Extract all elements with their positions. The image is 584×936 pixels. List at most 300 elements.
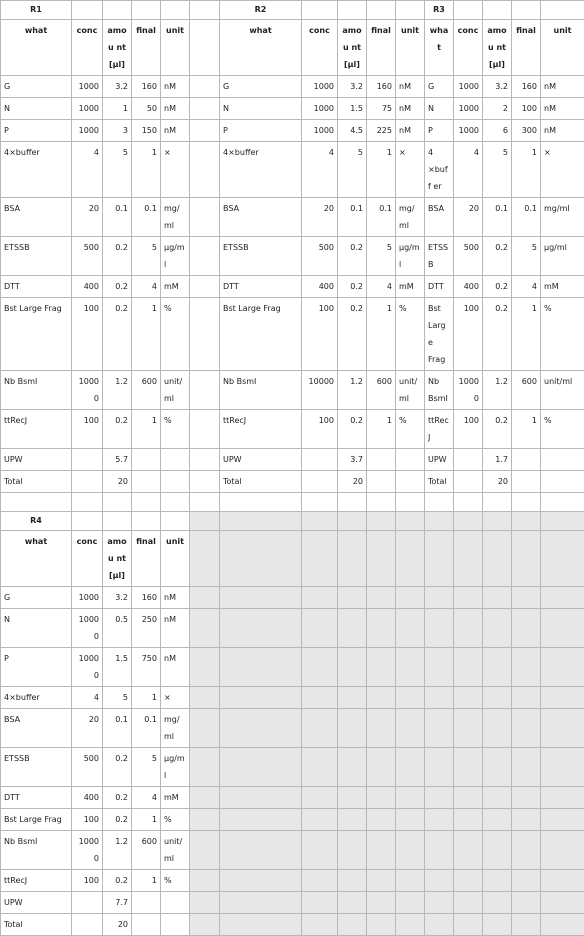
empty-cell[interactable] (541, 709, 584, 748)
data-cell[interactable] (367, 449, 396, 471)
empty-cell[interactable] (512, 709, 541, 748)
data-cell[interactable]: ttRecJ (425, 410, 454, 449)
data-cell[interactable]: nM (161, 609, 190, 648)
empty-cell[interactable] (190, 709, 220, 748)
data-cell[interactable]: DTT (1, 276, 72, 298)
empty-cell[interactable] (454, 709, 483, 748)
empty-cell[interactable] (483, 787, 512, 809)
data-cell[interactable] (541, 449, 584, 471)
data-cell[interactable]: 1 (132, 410, 161, 449)
data-cell[interactable]: 4×buffer (1, 687, 72, 709)
column-header[interactable]: unit (161, 20, 190, 76)
data-cell[interactable]: 0.2 (483, 276, 512, 298)
data-cell[interactable]: 3 (103, 120, 132, 142)
empty-cell[interactable] (338, 1, 367, 20)
empty-cell[interactable] (512, 687, 541, 709)
empty-cell[interactable] (190, 142, 220, 198)
empty-cell[interactable] (220, 531, 302, 587)
data-cell[interactable]: 100 (512, 98, 541, 120)
data-cell[interactable]: 20 (338, 471, 367, 493)
empty-cell[interactable] (190, 120, 220, 142)
empty-cell[interactable] (425, 892, 454, 914)
data-cell[interactable]: Nb BsmI (1, 371, 72, 410)
data-cell[interactable]: × (161, 687, 190, 709)
data-cell[interactable]: 20 (103, 914, 132, 936)
empty-cell[interactable] (396, 748, 425, 787)
data-cell[interactable] (132, 892, 161, 914)
empty-cell[interactable] (338, 687, 367, 709)
empty-cell[interactable] (512, 748, 541, 787)
data-cell[interactable]: 100 (72, 870, 103, 892)
data-cell[interactable]: 400 (72, 787, 103, 809)
data-cell[interactable]: BSA (220, 198, 302, 237)
data-cell[interactable] (161, 449, 190, 471)
empty-cell[interactable] (220, 748, 302, 787)
data-cell[interactable]: 20 (72, 709, 103, 748)
empty-cell[interactable] (220, 870, 302, 892)
empty-cell[interactable] (512, 609, 541, 648)
data-cell[interactable]: ETSSB (1, 237, 72, 276)
data-cell[interactable]: 0.2 (103, 748, 132, 787)
empty-cell[interactable] (454, 1, 483, 20)
empty-cell[interactable] (541, 809, 584, 831)
data-cell[interactable]: BSA (1, 709, 72, 748)
empty-cell[interactable] (454, 512, 483, 531)
empty-cell[interactable] (396, 1, 425, 20)
empty-cell[interactable] (190, 1, 220, 20)
empty-cell[interactable] (190, 493, 220, 512)
data-cell[interactable]: mM (396, 276, 425, 298)
data-cell[interactable]: 0.1 (103, 709, 132, 748)
data-cell[interactable]: 1 (132, 298, 161, 371)
data-cell[interactable]: 5 (338, 142, 367, 198)
data-cell[interactable]: 0.2 (483, 237, 512, 276)
data-cell[interactable]: 500 (72, 748, 103, 787)
empty-cell[interactable] (541, 748, 584, 787)
data-cell[interactable]: 10000 (454, 371, 483, 410)
data-cell[interactable]: 100 (302, 298, 338, 371)
column-header[interactable]: conc (72, 531, 103, 587)
empty-cell[interactable] (425, 809, 454, 831)
data-cell[interactable]: 600 (132, 371, 161, 410)
block-title[interactable]: R4 (1, 512, 72, 531)
empty-cell[interactable] (541, 787, 584, 809)
empty-cell[interactable] (190, 98, 220, 120)
empty-cell[interactable] (220, 831, 302, 870)
data-cell[interactable]: 1 (512, 410, 541, 449)
data-cell[interactable]: 250 (132, 609, 161, 648)
data-cell[interactable]: nM (541, 76, 584, 98)
data-cell[interactable]: 3.7 (338, 449, 367, 471)
empty-cell[interactable] (396, 870, 425, 892)
empty-cell[interactable] (425, 493, 454, 512)
data-cell[interactable]: 20 (72, 198, 103, 237)
data-cell[interactable]: 20 (302, 198, 338, 237)
data-cell[interactable]: UPW (220, 449, 302, 471)
data-cell[interactable]: % (161, 809, 190, 831)
data-cell[interactable]: 500 (302, 237, 338, 276)
empty-cell[interactable] (161, 1, 190, 20)
data-cell[interactable]: 160 (367, 76, 396, 98)
data-cell[interactable]: 400 (454, 276, 483, 298)
empty-cell[interactable] (425, 687, 454, 709)
data-cell[interactable]: mg/ml (541, 198, 584, 237)
empty-cell[interactable] (512, 809, 541, 831)
data-cell[interactable]: 6 (483, 120, 512, 142)
empty-cell[interactable] (425, 512, 454, 531)
empty-cell[interactable] (338, 831, 367, 870)
empty-cell[interactable] (302, 809, 338, 831)
data-cell[interactable]: 1 (103, 98, 132, 120)
empty-cell[interactable] (483, 1, 512, 20)
data-cell[interactable]: mg/ml (396, 198, 425, 237)
empty-cell[interactable] (190, 787, 220, 809)
data-cell[interactable]: 10000 (72, 371, 103, 410)
empty-cell[interactable] (541, 831, 584, 870)
data-cell[interactable]: 50 (132, 98, 161, 120)
empty-cell[interactable] (512, 787, 541, 809)
data-cell[interactable]: UPW (425, 449, 454, 471)
data-cell[interactable]: 1000 (302, 76, 338, 98)
empty-cell[interactable] (190, 76, 220, 98)
data-cell[interactable]: 4 (132, 787, 161, 809)
empty-cell[interactable] (396, 914, 425, 936)
data-cell[interactable]: mg/ml (161, 709, 190, 748)
data-cell[interactable]: 600 (367, 371, 396, 410)
data-cell[interactable]: × (396, 142, 425, 198)
empty-cell[interactable] (190, 20, 220, 76)
column-header[interactable]: final (132, 531, 161, 587)
data-cell[interactable]: P (425, 120, 454, 142)
data-cell[interactable]: 0.2 (338, 298, 367, 371)
data-cell[interactable]: N (425, 98, 454, 120)
empty-cell[interactable] (72, 493, 103, 512)
empty-cell[interactable] (541, 531, 584, 587)
data-cell[interactable]: 0.2 (103, 787, 132, 809)
data-cell[interactable]: 1000 (72, 76, 103, 98)
empty-cell[interactable] (1, 493, 72, 512)
data-cell[interactable]: 1.2 (103, 371, 132, 410)
data-cell[interactable]: 4 (132, 276, 161, 298)
data-cell[interactable]: 4 (454, 142, 483, 198)
empty-cell[interactable] (483, 870, 512, 892)
empty-cell[interactable] (190, 198, 220, 237)
empty-cell[interactable] (396, 787, 425, 809)
empty-cell[interactable] (396, 809, 425, 831)
data-cell[interactable]: unit/ml (541, 371, 584, 410)
data-cell[interactable]: 3.2 (338, 76, 367, 98)
data-cell[interactable]: 160 (132, 587, 161, 609)
data-cell[interactable]: N (1, 609, 72, 648)
empty-cell[interactable] (396, 687, 425, 709)
data-cell[interactable]: 100 (72, 809, 103, 831)
empty-cell[interactable] (302, 914, 338, 936)
column-header[interactable]: conc (454, 20, 483, 76)
empty-cell[interactable] (425, 914, 454, 936)
data-cell[interactable]: % (541, 410, 584, 449)
column-header[interactable]: unit (161, 531, 190, 587)
data-cell[interactable]: µg/ml (541, 237, 584, 276)
empty-cell[interactable] (425, 748, 454, 787)
empty-cell[interactable] (425, 587, 454, 609)
data-cell[interactable] (132, 914, 161, 936)
data-cell[interactable]: 5 (132, 237, 161, 276)
empty-cell[interactable] (425, 648, 454, 687)
data-cell[interactable] (161, 892, 190, 914)
empty-cell[interactable] (220, 512, 302, 531)
empty-cell[interactable] (302, 831, 338, 870)
empty-cell[interactable] (220, 787, 302, 809)
empty-cell[interactable] (425, 870, 454, 892)
data-cell[interactable]: 10000 (302, 371, 338, 410)
data-cell[interactable]: 20 (454, 198, 483, 237)
empty-cell[interactable] (132, 512, 161, 531)
data-cell[interactable]: Total (425, 471, 454, 493)
empty-cell[interactable] (190, 298, 220, 371)
column-header[interactable]: what (1, 20, 72, 76)
data-cell[interactable]: % (161, 410, 190, 449)
empty-cell[interactable] (512, 914, 541, 936)
empty-cell[interactable] (302, 512, 338, 531)
data-cell[interactable]: 10000 (72, 831, 103, 870)
empty-cell[interactable] (454, 748, 483, 787)
empty-cell[interactable] (190, 512, 220, 531)
empty-cell[interactable] (541, 512, 584, 531)
data-cell[interactable]: 1 (132, 809, 161, 831)
data-cell[interactable]: mg/ml (161, 198, 190, 237)
data-cell[interactable]: 1 (512, 298, 541, 371)
empty-cell[interactable] (483, 587, 512, 609)
empty-cell[interactable] (396, 493, 425, 512)
column-header[interactable]: amou nt [µl] (103, 531, 132, 587)
data-cell[interactable]: ETSSB (220, 237, 302, 276)
data-cell[interactable]: 7.7 (103, 892, 132, 914)
empty-cell[interactable] (220, 493, 302, 512)
empty-cell[interactable] (512, 870, 541, 892)
empty-cell[interactable] (367, 914, 396, 936)
empty-cell[interactable] (302, 870, 338, 892)
empty-cell[interactable] (220, 648, 302, 687)
empty-cell[interactable] (302, 1, 338, 20)
empty-cell[interactable] (190, 410, 220, 449)
empty-cell[interactable] (367, 512, 396, 531)
empty-cell[interactable] (338, 870, 367, 892)
data-cell[interactable]: 0.2 (103, 870, 132, 892)
data-cell[interactable]: P (1, 648, 72, 687)
empty-cell[interactable] (103, 512, 132, 531)
empty-cell[interactable] (338, 787, 367, 809)
data-cell[interactable]: G (425, 76, 454, 98)
empty-cell[interactable] (190, 914, 220, 936)
data-cell[interactable]: P (220, 120, 302, 142)
empty-cell[interactable] (367, 587, 396, 609)
data-cell[interactable]: 100 (72, 410, 103, 449)
empty-cell[interactable] (302, 609, 338, 648)
empty-cell[interactable] (190, 809, 220, 831)
empty-cell[interactable] (367, 531, 396, 587)
data-cell[interactable]: 0.2 (338, 276, 367, 298)
empty-cell[interactable] (367, 831, 396, 870)
empty-cell[interactable] (190, 371, 220, 410)
empty-cell[interactable] (454, 587, 483, 609)
data-cell[interactable]: 1000 (72, 587, 103, 609)
column-header[interactable]: final (367, 20, 396, 76)
empty-cell[interactable] (338, 709, 367, 748)
empty-cell[interactable] (338, 512, 367, 531)
data-cell[interactable]: ttRecJ (220, 410, 302, 449)
empty-cell[interactable] (396, 709, 425, 748)
data-cell[interactable]: 100 (454, 410, 483, 449)
empty-cell[interactable] (367, 687, 396, 709)
data-cell[interactable] (72, 914, 103, 936)
data-cell[interactable] (454, 449, 483, 471)
data-cell[interactable]: 0.2 (338, 410, 367, 449)
data-cell[interactable]: 0.2 (103, 809, 132, 831)
empty-cell[interactable] (338, 493, 367, 512)
empty-cell[interactable] (396, 831, 425, 870)
data-cell[interactable]: % (161, 870, 190, 892)
empty-cell[interactable] (541, 587, 584, 609)
data-cell[interactable] (512, 449, 541, 471)
empty-cell[interactable] (541, 914, 584, 936)
empty-cell[interactable] (425, 787, 454, 809)
empty-cell[interactable] (425, 831, 454, 870)
data-cell[interactable]: 0.1 (512, 198, 541, 237)
empty-cell[interactable] (302, 892, 338, 914)
empty-cell[interactable] (190, 892, 220, 914)
empty-cell[interactable] (483, 892, 512, 914)
data-cell[interactable]: 4×buffer (220, 142, 302, 198)
data-cell[interactable] (367, 471, 396, 493)
empty-cell[interactable] (72, 512, 103, 531)
data-cell[interactable]: 4 (512, 276, 541, 298)
empty-cell[interactable] (425, 709, 454, 748)
data-cell[interactable]: UPW (1, 449, 72, 471)
empty-cell[interactable] (541, 648, 584, 687)
empty-cell[interactable] (512, 587, 541, 609)
data-cell[interactable]: 2 (483, 98, 512, 120)
data-cell[interactable]: µg/ml (161, 237, 190, 276)
data-cell[interactable]: Bst Large Frag (1, 809, 72, 831)
data-cell[interactable]: 10000 (72, 648, 103, 687)
empty-cell[interactable] (338, 587, 367, 609)
empty-cell[interactable] (190, 531, 220, 587)
column-header[interactable]: amou nt [µl] (103, 20, 132, 76)
data-cell[interactable]: 0.2 (483, 410, 512, 449)
data-cell[interactable]: N (1, 98, 72, 120)
empty-cell[interactable] (367, 709, 396, 748)
data-cell[interactable]: 1 (512, 142, 541, 198)
data-cell[interactable]: 1 (132, 142, 161, 198)
data-cell[interactable]: 1.5 (103, 648, 132, 687)
data-cell[interactable]: ETSSB (425, 237, 454, 276)
empty-cell[interactable] (483, 709, 512, 748)
data-cell[interactable]: mM (161, 276, 190, 298)
empty-cell[interactable] (302, 648, 338, 687)
data-cell[interactable]: 1 (367, 142, 396, 198)
empty-cell[interactable] (161, 493, 190, 512)
empty-cell[interactable] (190, 687, 220, 709)
data-cell[interactable]: 20 (483, 471, 512, 493)
data-cell[interactable]: 10000 (72, 609, 103, 648)
data-cell[interactable]: 5 (367, 237, 396, 276)
empty-cell[interactable] (512, 892, 541, 914)
data-cell[interactable] (302, 471, 338, 493)
empty-cell[interactable] (396, 531, 425, 587)
empty-cell[interactable] (396, 512, 425, 531)
empty-cell[interactable] (483, 809, 512, 831)
empty-cell[interactable] (220, 687, 302, 709)
data-cell[interactable]: nM (161, 76, 190, 98)
block-title[interactable]: R1 (1, 1, 72, 20)
data-cell[interactable]: 300 (512, 120, 541, 142)
empty-cell[interactable] (338, 531, 367, 587)
data-cell[interactable]: 1 (367, 410, 396, 449)
data-cell[interactable]: 4 ×buff er (425, 142, 454, 198)
empty-cell[interactable] (512, 531, 541, 587)
data-cell[interactable]: 1.2 (338, 371, 367, 410)
empty-cell[interactable] (367, 787, 396, 809)
data-cell[interactable]: 1000 (72, 98, 103, 120)
empty-cell[interactable] (302, 748, 338, 787)
data-cell[interactable]: × (541, 142, 584, 198)
data-cell[interactable]: 1 (132, 687, 161, 709)
empty-cell[interactable] (190, 587, 220, 609)
empty-cell[interactable] (190, 831, 220, 870)
data-cell[interactable]: 1.2 (483, 371, 512, 410)
empty-cell[interactable] (220, 914, 302, 936)
data-cell[interactable]: nM (396, 98, 425, 120)
empty-cell[interactable] (425, 531, 454, 587)
data-cell[interactable]: 1000 (72, 120, 103, 142)
empty-cell[interactable] (483, 512, 512, 531)
data-cell[interactable] (454, 471, 483, 493)
data-cell[interactable] (132, 449, 161, 471)
data-cell[interactable]: G (220, 76, 302, 98)
empty-cell[interactable] (454, 892, 483, 914)
empty-cell[interactable] (302, 709, 338, 748)
empty-cell[interactable] (541, 1, 584, 20)
data-cell[interactable]: 1000 (302, 98, 338, 120)
column-header[interactable]: what (220, 20, 302, 76)
data-cell[interactable]: 5.7 (103, 449, 132, 471)
empty-cell[interactable] (220, 609, 302, 648)
empty-cell[interactable] (512, 493, 541, 512)
empty-cell[interactable] (190, 648, 220, 687)
data-cell[interactable]: 0.1 (132, 198, 161, 237)
empty-cell[interactable] (190, 276, 220, 298)
empty-cell[interactable] (483, 609, 512, 648)
data-cell[interactable]: % (396, 298, 425, 371)
data-cell[interactable]: Total (1, 471, 72, 493)
data-cell[interactable]: 4.5 (338, 120, 367, 142)
data-cell[interactable]: 4 (72, 142, 103, 198)
empty-cell[interactable] (72, 1, 103, 20)
data-cell[interactable]: Nb BsmI (220, 371, 302, 410)
empty-cell[interactable] (541, 609, 584, 648)
data-cell[interactable]: 0.2 (103, 237, 132, 276)
data-cell[interactable]: 225 (367, 120, 396, 142)
data-cell[interactable]: nM (541, 120, 584, 142)
empty-cell[interactable] (220, 809, 302, 831)
empty-cell[interactable] (512, 831, 541, 870)
data-cell[interactable]: Bst Large Frag (1, 298, 72, 371)
data-cell[interactable]: 3.2 (103, 76, 132, 98)
empty-cell[interactable] (302, 493, 338, 512)
empty-cell[interactable] (338, 648, 367, 687)
data-cell[interactable] (72, 471, 103, 493)
empty-cell[interactable] (190, 609, 220, 648)
